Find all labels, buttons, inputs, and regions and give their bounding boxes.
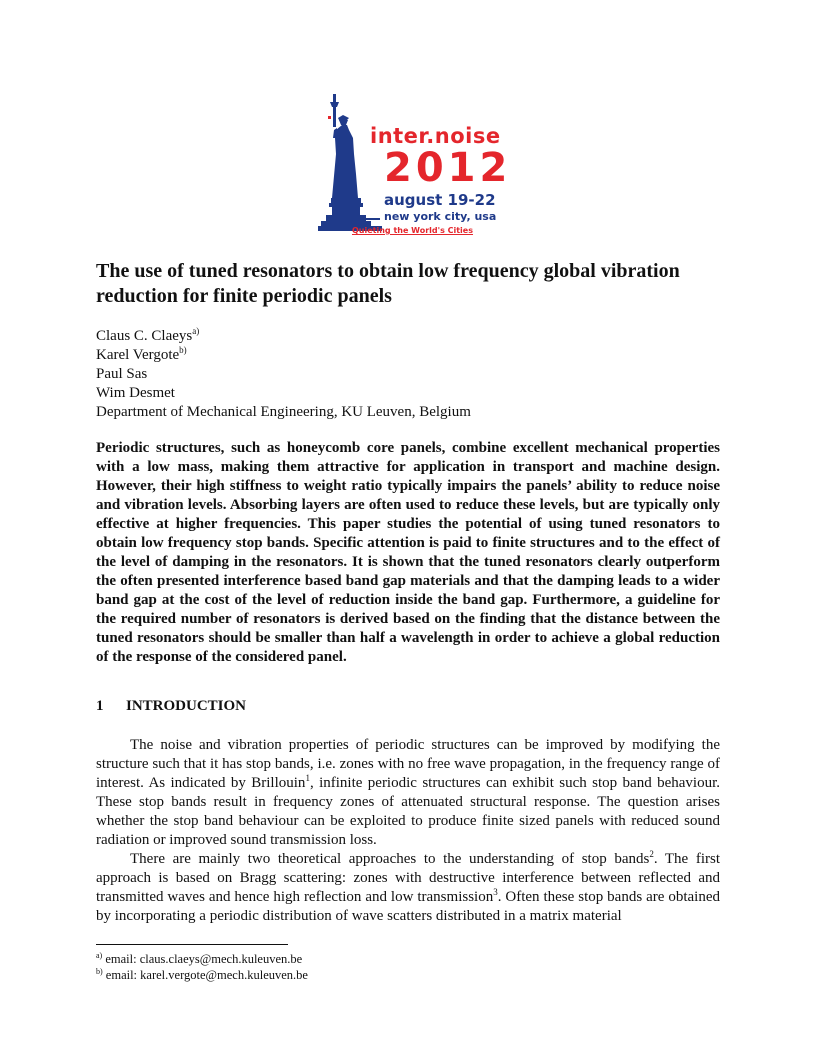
paragraph-text: . The first approach is based on Bragg scattering: zones with destructive interference between reflected and transmitted waves and hence high reflection and low transmission [96, 851, 720, 905]
footnote-mark: a) [96, 950, 103, 960]
conference-logo [318, 94, 512, 244]
citation: 2 [649, 849, 654, 859]
author-line [96, 365, 471, 384]
author-name: Karel Vergote [96, 347, 180, 363]
logo-tagline: Quieting the World's Cities [352, 226, 473, 235]
paragraph-text: The noise and vibration properties of periodic structures can be improved by modifying the structure such that it has stop bands, i.e. zones with no free wave propagation, in the frequency range of interest. As indicated by Brillouin [96, 737, 720, 791]
author-block [96, 327, 471, 422]
paragraph [96, 736, 720, 850]
body-text [96, 736, 720, 926]
author-name: Paul Sas [96, 366, 148, 382]
logo-dates: august 19-22 [384, 191, 496, 209]
footnote [96, 951, 308, 967]
logo-city: new york city, usa [384, 210, 497, 223]
section-heading [96, 698, 246, 715]
logo-year: 2012 [384, 145, 512, 191]
author-mark: b) [179, 345, 187, 355]
paper-title: The use of tuned resonators to obtain low frequency global vibration reduction for finite periodic panels [96, 260, 680, 307]
author-line [96, 384, 471, 403]
author-mark: a) [192, 326, 200, 336]
footnote-divider [96, 944, 288, 945]
citation: 3 [493, 887, 498, 897]
section-title: INTRODUCTION [126, 698, 247, 714]
abstract: Periodic structures, such as honeycomb core panels, combine excellent mechanical properties with a low mass, making them attractive for application in transport and machine design. However, their high stiffness to weight ratio typically impairs the panels’ ability to reduce noise and vibration levels. Absorbing layers are often used to reduce these levels, but are typically only effective at higher frequencies. This paper studies the potential of using tuned resonators to obtain low frequency stop bands. Specific attention is paid to finite structures and to the effect of the level of damping in the resonators. It is shown that the tuned resonators clearly outperform the often presented interference based band gap materials and that the damping leads to a wider band gap at the cost of the level of reduction inside the band gap. Furthermore, a guideline for the required number of resonators is derived based on the finding that the distance between the tuned resonators should be smaller than half a wavelength in order to achieve a global reduction of the response of the considered panel. [96, 440, 720, 665]
paragraph [96, 850, 720, 926]
footnote-text: email: karel.vergote@mech.kuleuven.be [102, 968, 308, 982]
author-name: Claus C. Claeys [96, 328, 193, 344]
footnote [96, 967, 308, 983]
footnote-mark: b) [96, 966, 103, 976]
author-line [96, 327, 471, 346]
paragraph-text: , infinite periodic structures can exhibit such stop band behaviour. These stop bands result in frequency zones of attenuated structural response. The question arises whether the stop band behaviour can be exploited to produce finite sized panels with reduced sound radiation or improved sound transmission loss. [96, 775, 720, 848]
footnotes [96, 951, 308, 983]
author-line [96, 346, 471, 365]
author-name: Wim Desmet [96, 385, 175, 401]
paragraph-text: . Often these stop bands are obtained by incorporating a periodic distribution of wave scatters distributed in a matrix material [96, 889, 720, 924]
paragraph-text: There are mainly two theoretical approaches to the understanding of stop bands [130, 851, 650, 867]
affiliation: Department of Mechanical Engineering, KU Leuven, Belgium [96, 404, 471, 420]
section-number: 1 [96, 698, 104, 714]
logo-name: inter.noise [370, 124, 501, 148]
footnote-text: email: claus.claeys@mech.kuleuven.be [102, 952, 303, 966]
citation: 1 [305, 773, 310, 783]
